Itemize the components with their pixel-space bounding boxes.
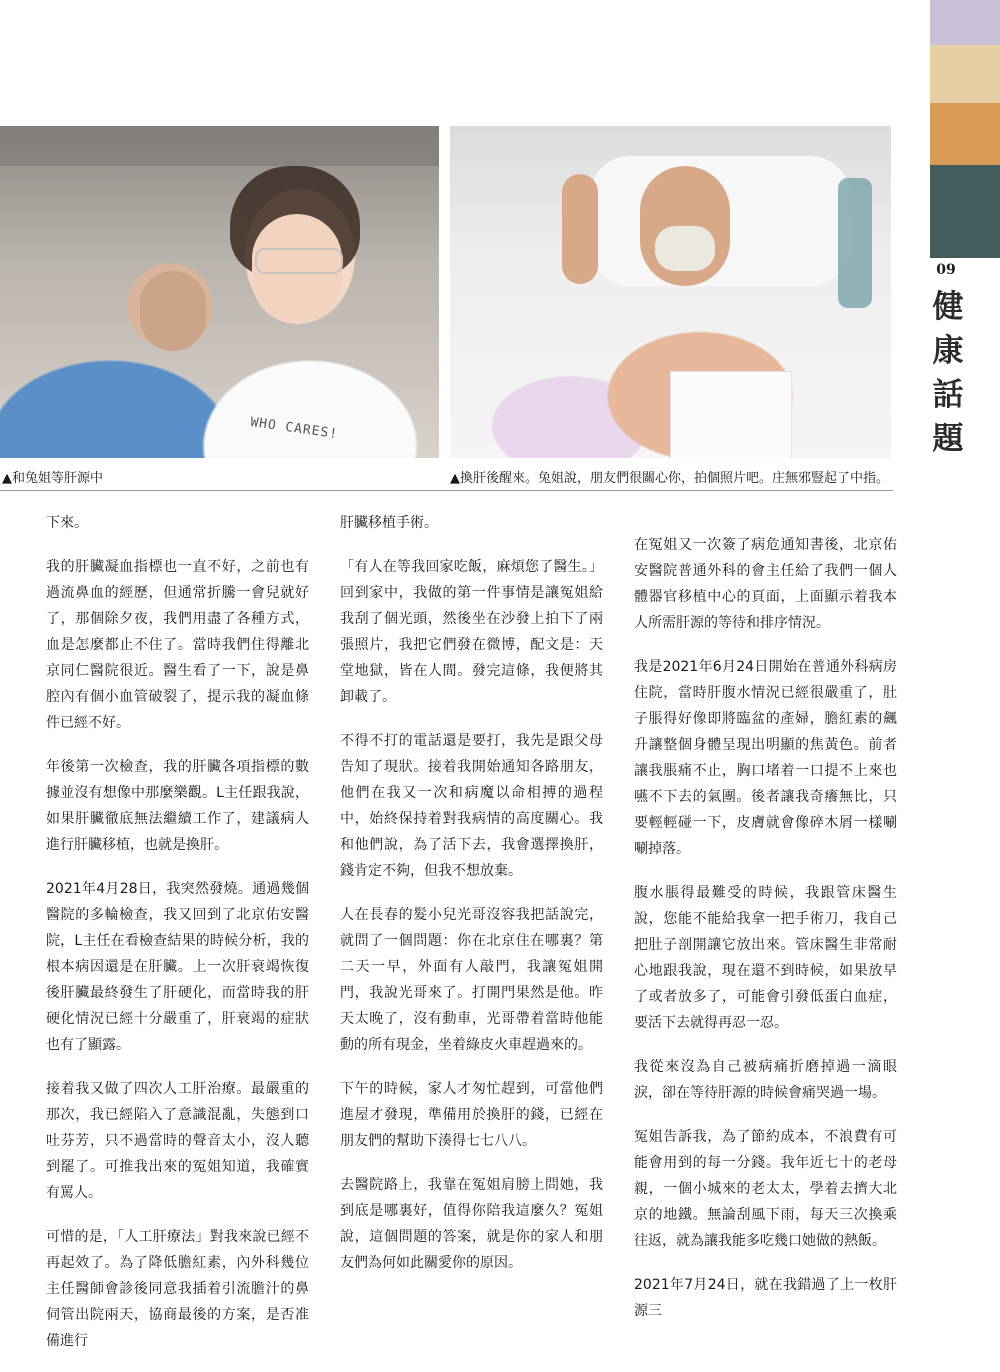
photo-hospital-waiting	[0, 126, 439, 458]
paragraph: 「有人在等我回家吃飯，麻煩您了醫生。」回到家中，我做的第一件事情是讓冤姐給我刮了個光頭，然後坐在沙發上拍下了兩張照片，我把它們發在微博，配文是：天堂地獄，皆在人間。發完這條，我便將其卸載了。	[340, 559, 603, 705]
paragraph: 我從來沒為自己被病痛折磨掉過一滴眼淚，卻在等待肝源的時候會痛哭過一場。	[634, 1059, 897, 1101]
article-column-1	[46, 510, 309, 1372]
hospital-bed-frame	[0, 126, 439, 166]
color-tab-sand	[930, 45, 1000, 103]
divider-line	[0, 490, 893, 491]
article-column-2	[340, 510, 603, 1294]
paragraph: 接着我又做了四次人工肝治療。最嚴重的那次，我已經陷入了意識混亂，失態到口吐芬芳，只不過當時的聲音太小，沒人聽到罷了。可推我出來的冤姐知道，我確實有罵人。	[46, 1081, 309, 1201]
abdominal-bandage	[670, 371, 792, 458]
paragraph: 2021年4月28日，我突然發燒。通過幾個醫院的多輪檢查，我又回到了北京佑安醫院，L主任在看檢查結果的時候分析，我的根本病因還是在肝臟。上一次肝衰竭恢復後肝臟最終發生了肝硬化，而當時我的肝硬化情況已經十分嚴重了，肝衰竭的症狀也有了顯露。	[46, 881, 309, 1053]
paragraph: 下午的時候，家人才匆忙趕到，可當他們進屋才發現，準備用於換肝的錢，已經在朋友們的幫助下湊得七七八八。	[340, 1081, 603, 1149]
oxygen-mask	[655, 226, 715, 271]
paragraph: 肝臟移植手術。	[340, 515, 438, 531]
iv-bottle	[838, 178, 872, 308]
paragraph: 冤姐告訴我，為了節約成本，不浪費有可能會用到的每一分錢。我年近七十的老母親，一個小城來的老太太，學着去擠大北京的地鐵。無論刮風下雨，每天三次換乘往返，就為讓我能多吃幾口她做的熱飯。	[634, 1129, 897, 1249]
section-title: 健康話題	[932, 289, 964, 457]
paragraph: 年後第一次檢查，我的肝臟各項指標的數據並沒有想像中那麼樂觀。L主任跟我說，如果肝臟徹底無法繼續工作了，建議病人進行肝臟移植，也就是換肝。	[46, 759, 309, 853]
color-tab-slate	[930, 165, 1000, 258]
page-number: 09	[936, 262, 956, 278]
paragraph: 我的肝臟凝血指標也一直不好，之前也有過流鼻血的經歷，但通常折騰一會兒就好了，那個除夕夜，我們用盡了各種方式，血是怎麼都止不住了。當時我們住得離北京同仁醫院很近。醫生看了一下，說是鼻腔內有個小血管破裂了，提示我的凝血條件已經不好。	[46, 559, 309, 731]
paragraph: 去醫院路上，我靠在冤姐肩膀上問她，我到底是哪裏好，值得你陪我這麼久？冤姐說，這個問題的答案，就是你的家人和朋友們為何如此關愛你的原因。	[340, 1177, 603, 1271]
article-column-3	[634, 532, 897, 1342]
raised-hand	[562, 174, 598, 284]
caption-left: ▲和兔姐等肝源中	[2, 471, 103, 486]
paragraph: 人在長春的髮小兒光哥沒容我把話說完，就問了一個問題：你在北京住在哪裏？第二天一早，外面有人敲門，我讓冤姐開門，我說光哥來了。打開門果然是他。昨天太晚了，沒有動車，光哥帶着當時他能動的所有現金，坐着綠皮火車趕過來的。	[340, 907, 603, 1053]
paragraph: 在冤姐又一次簽了病危通知書後，北京佑安醫院普通外科的會主任給了我們一個人體器官移植中心的頁面，上面顯示着我本人所需肝源的等待和排序情況。	[634, 537, 897, 631]
paragraph: 2021年7月24日，就在我錯過了上一枚肝源三	[634, 1277, 897, 1319]
shirt-print: WHO CARES!	[249, 414, 339, 443]
color-tab-orange	[930, 103, 1000, 165]
paragraph: 下來。	[46, 515, 88, 531]
color-tab-lavender	[930, 0, 1000, 45]
glasses	[255, 248, 343, 274]
paragraph: 不得不打的電話還是要打，我先是跟父母告知了現狀。接着我開始通知各路朋友，他們在我又一次和病魔以命相搏的過程中，始終保持着對我病情的高度關心。我和他們說，為了活下去，我會選擇換肝，錢肯定不夠，但我不想放棄。	[340, 733, 603, 879]
paragraph: 可惜的是，「人工肝療法」對我來說已經不再起效了。為了降低膽紅素，內外科幾位主任醫師會診後同意我插着引流膽汁的鼻伺管出院兩天，協商最後的方案，是否准備進行	[46, 1229, 309, 1349]
paragraph: 我是2021年6月24日開始在普通外科病房住院，當時肝腹水情況已經很嚴重了，肚子脹得好像即將臨盆的產婦，膽紅素的飆升讓整個身體呈現出明顯的焦黃色。前者讓我脹痛不止，胸口堵着一口提不上來也嚥不下去的氣團。後者讓我奇癢無比，只要輕輕碰一下，皮膚就會像碎木屑一樣唰唰掉落。	[634, 659, 897, 857]
paragraph: 腹水脹得最難受的時候，我跟管床醫生說，您能不能給我拿一把手術刀，我自己把肚子剖開讓它放出來。管床醫生非常耐心地跟我說，現在還不到時候，如果放早了或者放多了，可能會引發低蛋白血症，要活下去就得再忍一忍。	[634, 885, 897, 1031]
patient-face	[140, 271, 206, 351]
caption-right: ▲換肝後醒來。兔姐說，朋友們很關心你，拍個照片吧。庄無邪豎起了中指。	[450, 471, 889, 486]
photo-after-transplant	[450, 126, 891, 458]
